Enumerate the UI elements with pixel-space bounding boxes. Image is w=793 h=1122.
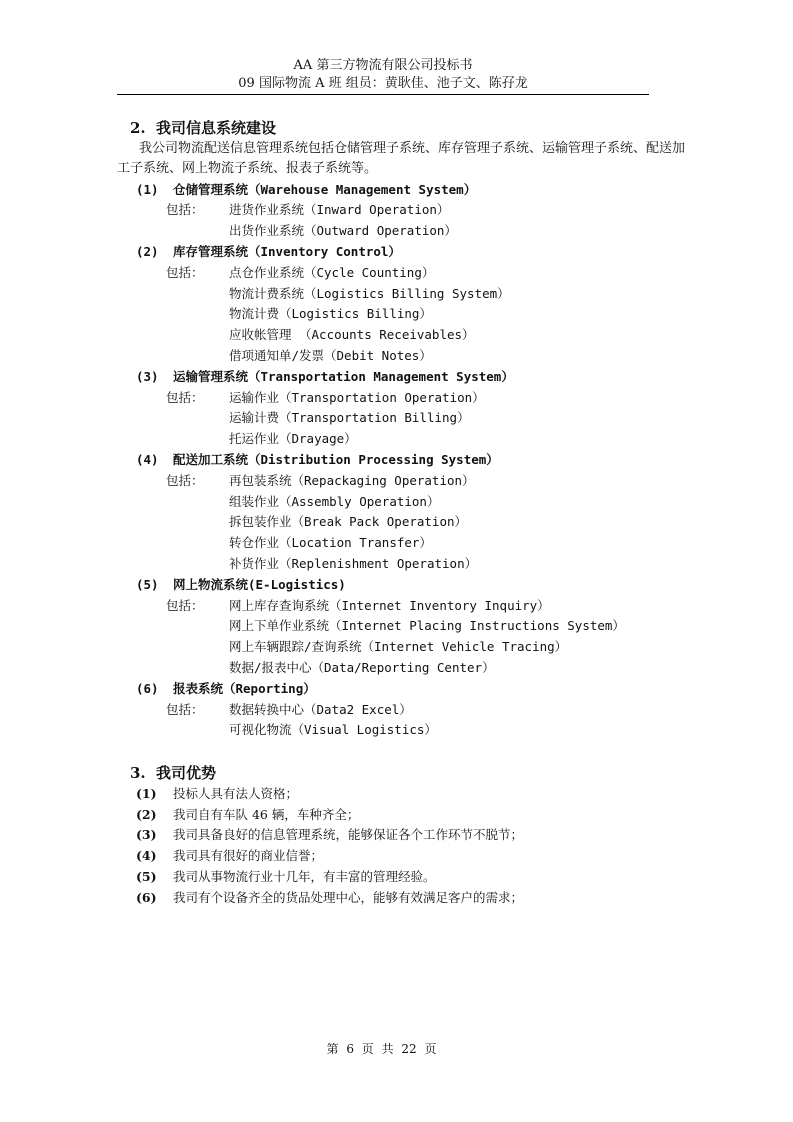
advantage-item bbox=[136, 888, 523, 908]
subsystem-4-item: 组装作业（Assembly Operation） bbox=[229, 494, 440, 509]
subsystem-5-heading bbox=[136, 575, 346, 595]
subsystem-2-title: 库存管理系统（Inventory Control） bbox=[173, 244, 401, 259]
advantage-number: (2) bbox=[136, 807, 157, 822]
subsystem-1-item: 出货作业系统（Outward Operation） bbox=[229, 223, 457, 238]
section-2-intro: 我公司物流配送信息管理系统包括仓储管理子系统、库存管理子系统、运输管理子系统、配送加工子系统、网上物流子系统、报表子系统等。 bbox=[117, 141, 686, 176]
subsystem-5-number: (5) bbox=[136, 577, 159, 592]
section-3-heading bbox=[130, 763, 216, 783]
subsystem-6-include-label: 包括： bbox=[166, 702, 204, 717]
advantage-item bbox=[136, 805, 359, 825]
subsystem-4-number: (4) bbox=[136, 452, 159, 467]
advantage-text: 我司具备良好的信息管理系统，能够保证各个工作环节不脱节； bbox=[173, 827, 524, 842]
subsystem-4-title: 配送加工系统（Distribution Processing System） bbox=[173, 452, 499, 467]
advantage-item bbox=[136, 846, 323, 866]
subsystem-3-heading bbox=[136, 367, 514, 387]
advantage-item bbox=[136, 784, 298, 804]
advantage-number: (6) bbox=[136, 890, 157, 905]
advantage-item bbox=[136, 825, 523, 845]
subsystem-1-title: 仓储管理系统（Warehouse Management System） bbox=[173, 182, 477, 197]
section-3-number: 3. bbox=[130, 764, 146, 782]
subsystem-3-title: 运输管理系统（Transportation Management System） bbox=[173, 369, 514, 384]
subsystem-6-number: (6) bbox=[136, 681, 159, 696]
section-2-number: 2. bbox=[130, 119, 146, 137]
subsystem-3-include-label: 包括： bbox=[166, 390, 204, 405]
subsystem-2-item: 点仓作业系统（Cycle Counting） bbox=[229, 265, 435, 280]
section-2-title: 我司信息系统建设 bbox=[156, 119, 277, 137]
advantage-text: 我司从事物流行业十几年，有丰富的管理经验。 bbox=[173, 869, 436, 884]
subsystem-2-item: 借项通知单/发票（Debit Notes） bbox=[229, 348, 432, 363]
subsystem-1-heading bbox=[136, 180, 476, 200]
subsystem-3-item: 运输作业（Transportation Operation） bbox=[229, 390, 485, 405]
subsystem-6-item: 可视化物流（Visual Logistics） bbox=[229, 722, 437, 737]
subsystem-3-item: 托运作业（Drayage） bbox=[229, 431, 357, 446]
subsystem-4-item: 拆包装作业（Break Pack Operation） bbox=[229, 514, 468, 529]
subsystem-1-item: 进货作业系统（Inward Operation） bbox=[229, 202, 450, 217]
header-title: AA 第三方物流有限公司投标书 bbox=[293, 58, 473, 73]
subsystem-5-item: 网上车辆跟踪/查询系统（Internet Vehicle Tracing） bbox=[229, 639, 568, 654]
subsystem-6-item: 数据转换中心（Data2 Excel） bbox=[229, 702, 412, 717]
subsystem-5-item: 网上下单作业系统（Internet Placing Instructions System） bbox=[229, 618, 625, 633]
section-3-title: 我司优势 bbox=[156, 764, 217, 782]
subsystem-5-include-label: 包括： bbox=[166, 598, 204, 613]
advantage-number: (3) bbox=[136, 827, 157, 842]
subsystem-3-item: 运输计费（Transportation Billing） bbox=[229, 410, 470, 425]
subsystem-2-heading bbox=[136, 242, 401, 262]
subsystem-6-heading bbox=[136, 679, 316, 699]
subsystem-4-item: 再包装系统（Repackaging Operation） bbox=[229, 473, 475, 488]
advantage-text: 我司具有很好的商业信誉； bbox=[173, 848, 324, 863]
subsystem-6-title: 报表系统（Reporting） bbox=[173, 681, 316, 696]
header-divider bbox=[117, 94, 649, 95]
page-footer: 第 6 页 共 22 页 bbox=[326, 1042, 437, 1056]
subsystem-2-item: 应收帐管理 （Accounts Receivables） bbox=[229, 327, 475, 342]
subsystem-4-include-label: 包括： bbox=[166, 473, 204, 488]
subsystem-5-item: 数据/报表中心（Data/Reporting Center） bbox=[229, 660, 495, 675]
section-2-heading bbox=[130, 118, 276, 138]
advantage-text: 我司有个设备齐全的货品处理中心，能够有效满足客户的需求； bbox=[173, 890, 524, 905]
advantage-text: 我司自有车队 46 辆，车种齐全； bbox=[173, 807, 360, 822]
subsystem-4-item: 补货作业（Replenishment Operation） bbox=[229, 556, 478, 571]
subsystem-4-item: 转仓作业（Location Transfer） bbox=[229, 535, 432, 550]
subsystem-4-heading bbox=[136, 450, 499, 470]
subsystem-2-number: (2) bbox=[136, 244, 159, 259]
page-header bbox=[117, 57, 649, 93]
subsystem-5-title: 网上物流系统(E-Logistics) bbox=[173, 577, 346, 592]
subsystem-2-item: 物流计费系统（Logistics Billing System） bbox=[229, 286, 510, 301]
subsystem-2-include-label: 包括： bbox=[166, 265, 204, 280]
subsystem-1-number: (1) bbox=[136, 182, 159, 197]
header-subtitle: 09 国际物流 A 班 组员：黄耿佳、池子文、陈孖龙 bbox=[238, 76, 528, 91]
subsystem-2-item: 物流计费（Logistics Billing） bbox=[229, 306, 432, 321]
advantage-number: (4) bbox=[136, 848, 157, 863]
advantage-text: 投标人具有法人资格； bbox=[173, 786, 299, 801]
subsystem-3-number: (3) bbox=[136, 369, 159, 384]
subsystem-1-include-label: 包括： bbox=[166, 202, 204, 217]
advantage-number: (5) bbox=[136, 869, 157, 884]
advantage-item bbox=[136, 867, 436, 887]
subsystem-5-item: 网上库存查询系统（Internet Inventory Inquiry） bbox=[229, 598, 550, 613]
advantage-number: (1) bbox=[136, 786, 157, 801]
